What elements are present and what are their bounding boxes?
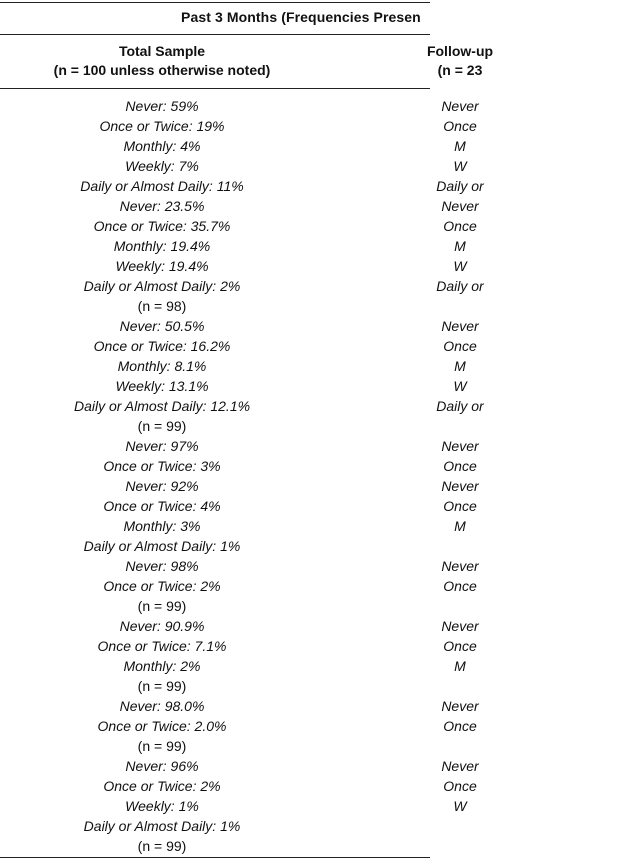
table-cell: Once or Twice: 16.2% — [93, 338, 231, 354]
table-cell: Never — [441, 698, 479, 714]
table-cell: W — [453, 258, 467, 274]
table-cell: Daily or Almost Daily: 1% — [83, 818, 241, 834]
table-cell — [300, 596, 620, 616]
table-cell — [300, 296, 620, 316]
table-caption: Past 3 Months (Frequencies Presen — [181, 9, 421, 25]
table-cell: M — [454, 238, 466, 254]
table-cell: Never: 98% — [125, 558, 199, 574]
table-cell: Once — [443, 338, 477, 354]
column-header-title: Follow-up — [426, 43, 494, 59]
table-cell: Never: 98.0% — [119, 698, 205, 714]
table-cell: M — [454, 518, 466, 534]
table-cell: Once — [443, 718, 477, 734]
table-cell: M — [454, 658, 466, 674]
table-cell: Monthly: 8.1% — [117, 358, 207, 374]
table-cell: Once or Twice: 35.7% — [93, 218, 231, 234]
table-cell: W — [453, 158, 467, 174]
table-cell: Once — [443, 118, 477, 134]
total-sample-column — [2, 96, 322, 856]
table-cell: Weekly: 19.4% — [115, 258, 209, 274]
table-cell: M — [454, 358, 466, 374]
column-header-subtitle: (n = 100 unless otherwise noted) — [53, 62, 271, 78]
table-cell — [300, 816, 620, 836]
table-cell: Once or Twice: 2% — [103, 778, 221, 794]
table-cell: Never: 92% — [125, 478, 199, 494]
table-cell: Monthly: 2% — [123, 658, 201, 674]
table-cell: Once or Twice: 19% — [99, 118, 225, 134]
table-cell — [300, 536, 620, 556]
table-cell: Never: 50.5% — [119, 318, 205, 334]
table-cell: Never: 90.9% — [119, 618, 205, 634]
table-cell: (n = 98) — [137, 298, 187, 314]
table-cell: Daily or — [436, 278, 484, 294]
table-cell: (n = 99) — [137, 838, 187, 854]
table-cell: Never: 97% — [125, 438, 199, 454]
table-top-rule — [0, 2, 430, 3]
column-header-total-sample — [2, 42, 322, 80]
column-header-follow-up — [300, 42, 620, 80]
table-cell: (n = 99) — [137, 598, 187, 614]
table-cell — [300, 836, 620, 856]
table-cell: Monthly: 19.4% — [113, 238, 211, 254]
header-rule — [0, 88, 430, 89]
table-cell: Never: 23.5% — [119, 198, 205, 214]
table-cell: Never — [441, 198, 479, 214]
caption-rule — [0, 34, 430, 35]
table-cell: M — [454, 138, 466, 154]
table-cell: Once or Twice: 2% — [103, 578, 221, 594]
table-cell: Once or Twice: 7.1% — [97, 638, 227, 654]
table-cell: Once — [443, 638, 477, 654]
table-cell: Never: 59% — [125, 98, 199, 114]
table-cell: Never — [441, 98, 479, 114]
table-cell: Never: 96% — [125, 758, 199, 774]
table-cell: Monthly: 3% — [123, 518, 201, 534]
table-cell: Never — [441, 438, 479, 454]
table-cell: W — [453, 378, 467, 394]
table-cell: (n = 99) — [137, 738, 187, 754]
column-header-subtitle: (n = 23 — [437, 62, 483, 78]
table-cell: Never — [441, 618, 479, 634]
table-cell: Never — [441, 758, 479, 774]
table-cell: (n = 99) — [137, 418, 187, 434]
table-cell: Weekly: 7% — [125, 158, 199, 174]
table-cell: (n = 99) — [137, 678, 187, 694]
table-cell: Monthly: 4% — [123, 138, 201, 154]
table-cell: Never — [441, 478, 479, 494]
follow-up-column — [300, 96, 620, 856]
table-cell: Once — [443, 778, 477, 794]
table-cell: Once — [443, 578, 477, 594]
table-cell: Once — [443, 498, 477, 514]
table-cell — [300, 736, 620, 756]
table-bottom-rule — [0, 857, 430, 858]
table-cell: W — [453, 798, 467, 814]
table-cell — [300, 676, 620, 696]
table-cell: Once — [443, 218, 477, 234]
table-cell: Daily or Almost Daily: 11% — [80, 178, 244, 194]
table-cell: Daily or — [436, 178, 484, 194]
table-cell: Once — [443, 458, 477, 474]
table-cell: Never — [441, 558, 479, 574]
table-cell: Once or Twice: 4% — [103, 498, 221, 514]
table-cell: Daily or Almost Daily: 12.1% — [73, 398, 251, 414]
table-cell: Once or Twice: 3% — [103, 458, 221, 474]
table-cell: Daily or Almost Daily: 2% — [83, 278, 241, 294]
table-cell: Once or Twice: 2.0% — [97, 718, 227, 734]
table-cell: Weekly: 13.1% — [115, 378, 209, 394]
table-cell: Daily or Almost Daily: 1% — [83, 538, 241, 554]
table-cell: Never — [441, 318, 479, 334]
table-cell: Daily or — [436, 398, 484, 414]
table-cell: Weekly: 1% — [125, 798, 199, 814]
table-cell — [300, 416, 620, 436]
column-header-title: Total Sample — [118, 43, 206, 59]
